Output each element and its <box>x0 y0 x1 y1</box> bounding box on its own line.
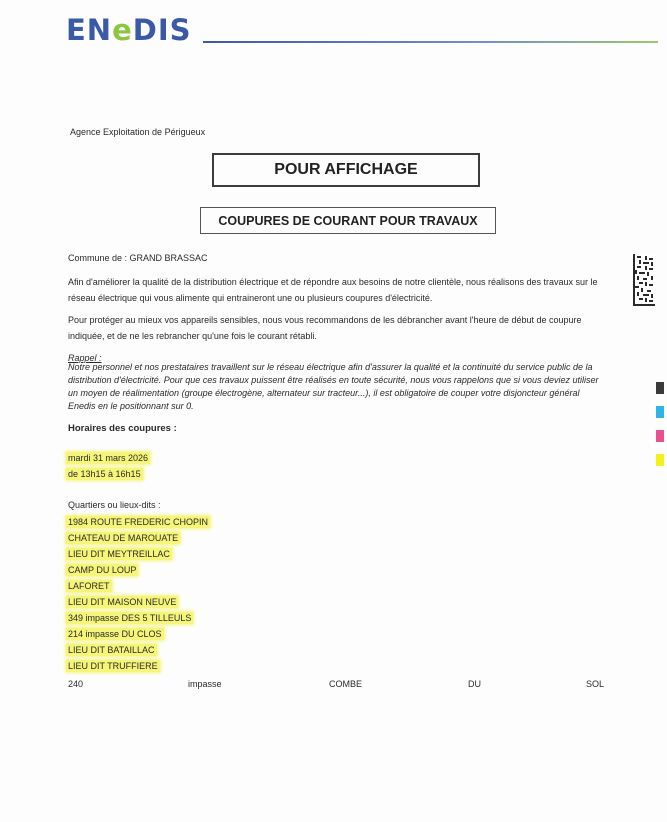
schedule-block <box>66 451 150 483</box>
list-item: LIEU DIT BATAILLAC <box>68 645 155 655</box>
header-rule <box>203 41 658 43</box>
schedule-date: mardi 31 mars 2026 <box>68 453 149 463</box>
list-item: CHATEAU DE MAROUATE <box>68 533 179 543</box>
list-item: 349 impasse DES 5 TILLEULS <box>68 613 192 623</box>
yellow-mark <box>656 454 664 466</box>
quartiers-label: Quartiers ou lieux-dits : <box>68 500 161 510</box>
title-box: POUR AFFICHAGE <box>212 153 480 187</box>
enedis-logo: ENeDIS <box>66 13 192 47</box>
print-registration-marks <box>656 382 664 478</box>
list-item: CAMP DU LOUP <box>68 565 137 575</box>
protect-paragraph: Pour protéger au mieux vos appareils sensibles, nous vous recommandons de les débrancher avant l'heure de début de coupure indiquée, et de ne les rebrancher qu'une fois le courant rétabli. <box>68 315 582 341</box>
row-cell: COMBE <box>329 679 363 689</box>
quartiers-list <box>66 515 210 675</box>
schedule-time: de 13h15 à 16h15 <box>68 469 141 479</box>
row-cell: 240 <box>68 679 84 689</box>
intro-paragraph: Afin d'améliorer la qualité de la distribution électrique et de répondre aux besoins de notre clientèle, nous réalisons des travaux sur le réseau électrique qui vous alimente qui entraineront une ou plusieurs coupures d'électricité. <box>68 277 598 303</box>
list-item: LIEU DIT MEYTREILLAC <box>68 549 170 559</box>
rappel-title: Rappel : <box>68 353 102 363</box>
row-cell: SOL <box>586 679 605 689</box>
horaires-label: Horaires des coupures : <box>68 423 177 434</box>
magenta-mark <box>656 430 664 442</box>
row-cell: impasse <box>188 679 222 689</box>
datamatrix-code <box>633 254 655 306</box>
commune-label: Commune de : GRAND BRASSAC <box>68 253 208 263</box>
agence-label: Agence Exploitation de Périgueux <box>70 127 206 137</box>
rappel-paragraph: Notre personnel et nos prestataires travaillent sur le réseau électrique afin d'assurer la qualité et la continuité du service public de la distribution d'électricité. Pour que ces travaux puissent être réalisés en toute sécurité, nous vous rappelons que si vous deviez utiliser un moyen de réalimentation (groupe électrogène, alternateur sur tracteur...), il est obligatoire de couper votre disjoncteur général Enedis en le positionnant sur 0. <box>68 362 599 411</box>
list-item: 1984 ROUTE FREDERIC CHOPIN <box>68 517 209 527</box>
row-cell: DU <box>468 679 481 689</box>
black-mark <box>656 382 664 394</box>
list-item: LAFORET <box>68 581 110 591</box>
list-item: 214 impasse DU CLOS <box>68 629 162 639</box>
list-item: LIEU DIT MAISON NEUVE <box>68 597 177 607</box>
subtitle-box: COUPURES DE COURANT POUR TRAVAUX <box>200 207 496 234</box>
cyan-mark <box>656 406 664 418</box>
list-item: LIEU DIT TRUFFIERE <box>68 661 158 671</box>
